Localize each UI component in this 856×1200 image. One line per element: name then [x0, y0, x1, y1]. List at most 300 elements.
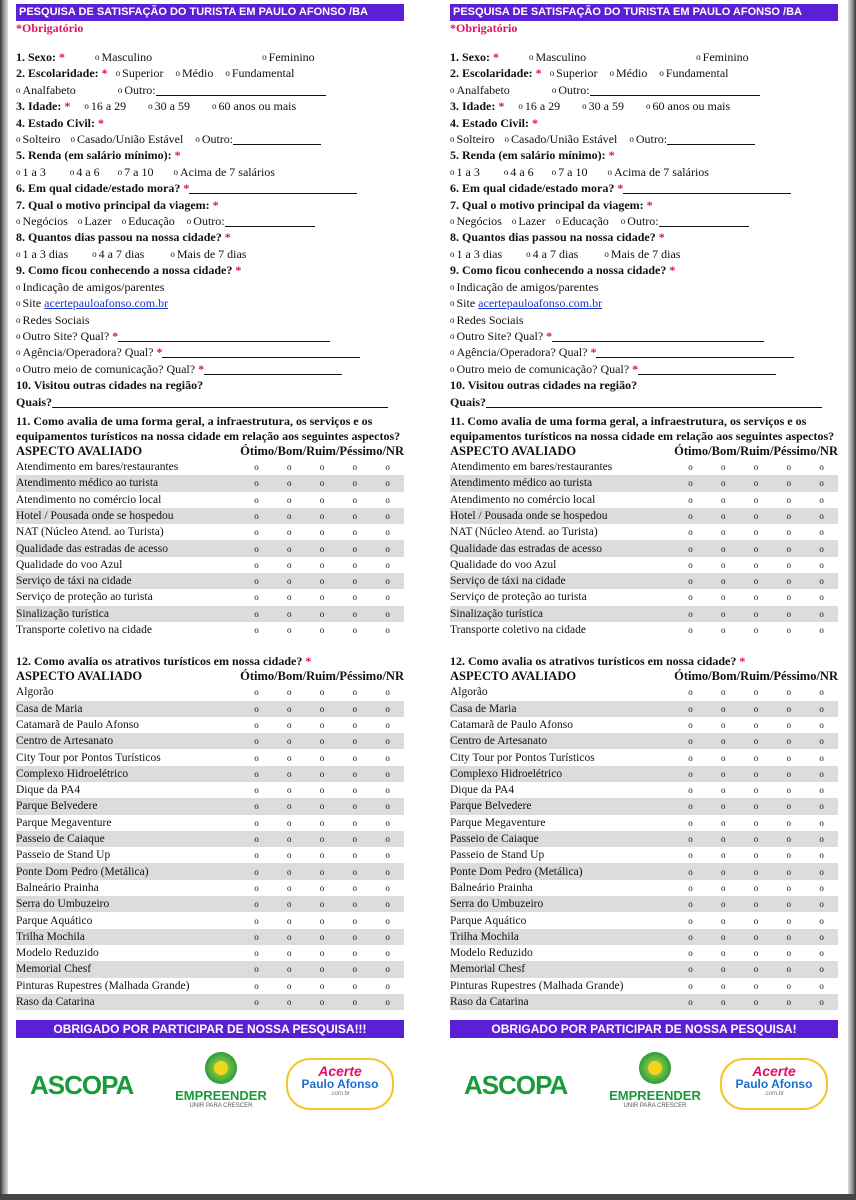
rating-radio-icon[interactable]: o	[772, 961, 805, 977]
rating-radio-icon[interactable]: o	[273, 475, 306, 491]
rating-radio-icon[interactable]: o	[753, 752, 759, 763]
option-analfabeto[interactable]	[16, 83, 76, 97]
rating-radio-icon[interactable]: o	[385, 915, 390, 926]
option-site[interactable]	[16, 296, 168, 310]
option-indicacao[interactable]	[450, 280, 598, 294]
radio-icon[interactable]: o	[551, 166, 557, 177]
radio-icon[interactable]: o	[609, 68, 614, 79]
rating-radio-icon[interactable]: o	[306, 831, 339, 847]
rating-radio-icon[interactable]: o	[707, 733, 740, 749]
option-outro[interactable]	[552, 83, 590, 97]
rating-radio-icon[interactable]: o	[707, 929, 740, 945]
option-educacao[interactable]	[556, 214, 609, 228]
rating-radio-icon[interactable]: o	[385, 687, 390, 698]
rating-radio-icon[interactable]: o	[674, 733, 707, 749]
rating-radio-icon[interactable]: o	[740, 606, 773, 622]
rating-radio-icon[interactable]: o	[352, 687, 358, 698]
radio-icon[interactable]: o	[629, 134, 634, 145]
rating-radio-icon[interactable]: o	[753, 850, 759, 861]
rating-radio-icon[interactable]: o	[721, 527, 726, 538]
option-outro-motivo[interactable]	[621, 214, 659, 228]
rating-radio-icon[interactable]: o	[319, 785, 325, 796]
rating-radio-icon[interactable]: o	[352, 850, 358, 861]
rating-radio-icon[interactable]: o	[385, 817, 390, 828]
rating-radio-icon[interactable]: o	[674, 606, 707, 622]
rating-radio-icon[interactable]: o	[674, 766, 707, 782]
option-outro-meio[interactable]	[450, 362, 629, 376]
option-feminino[interactable]	[696, 50, 749, 64]
rating-radio-icon[interactable]: o	[707, 606, 740, 622]
rating-radio-icon[interactable]: o	[674, 831, 707, 847]
option-60-plus[interactable]	[212, 99, 296, 113]
rating-radio-icon[interactable]: o	[371, 766, 404, 782]
radio-icon[interactable]: o	[16, 166, 21, 177]
rating-radio-icon[interactable]: o	[805, 831, 838, 847]
rating-radio-icon[interactable]: o	[674, 540, 707, 556]
radio-icon[interactable]: o	[450, 216, 455, 227]
rating-radio-icon[interactable]: o	[306, 606, 339, 622]
rating-radio-icon[interactable]: o	[371, 540, 404, 556]
rating-radio-icon[interactable]: o	[721, 625, 726, 636]
rating-radio-icon[interactable]: o	[805, 475, 838, 491]
rating-radio-icon[interactable]: o	[287, 817, 292, 828]
rating-radio-icon[interactable]: o	[740, 831, 773, 847]
rating-radio-icon[interactable]: o	[240, 863, 273, 879]
rating-radio-icon[interactable]: o	[688, 882, 693, 893]
option-outro-motivo[interactable]	[187, 214, 225, 228]
radio-icon[interactable]: o	[170, 248, 175, 259]
rating-radio-icon[interactable]: o	[287, 527, 292, 538]
option-4-7-dias[interactable]	[526, 247, 578, 261]
rating-radio-icon[interactable]: o	[819, 882, 824, 893]
rating-radio-icon[interactable]: o	[338, 961, 371, 977]
rating-radio-icon[interactable]: o	[707, 994, 740, 1010]
rating-radio-icon[interactable]: o	[240, 701, 273, 717]
radio-icon[interactable]: o	[582, 101, 587, 112]
other-civil-field[interactable]	[667, 133, 755, 145]
rating-radio-icon[interactable]: o	[240, 798, 273, 814]
rating-radio-icon[interactable]: o	[819, 687, 824, 698]
option-renda-1-3[interactable]	[450, 165, 480, 179]
rating-radio-icon[interactable]: o	[772, 994, 805, 1010]
rating-radio-icon[interactable]: o	[273, 733, 306, 749]
option-superior[interactable]	[550, 66, 598, 80]
rating-radio-icon[interactable]: o	[319, 850, 325, 861]
rating-radio-icon[interactable]: o	[273, 573, 306, 589]
rating-radio-icon[interactable]: o	[287, 592, 292, 603]
radio-icon[interactable]: o	[16, 248, 21, 259]
rating-radio-icon[interactable]: o	[805, 994, 838, 1010]
option-renda-4-6[interactable]	[70, 165, 100, 179]
rating-radio-icon[interactable]: o	[740, 540, 773, 556]
rating-radio-icon[interactable]: o	[819, 559, 824, 570]
radio-icon[interactable]: o	[450, 134, 455, 145]
rating-radio-icon[interactable]: o	[273, 929, 306, 945]
rating-radio-icon[interactable]: o	[273, 701, 306, 717]
other-education-field[interactable]	[590, 84, 760, 96]
radio-icon[interactable]: o	[450, 298, 455, 309]
rating-radio-icon[interactable]: o	[319, 625, 325, 636]
option-16-29[interactable]	[518, 99, 560, 113]
rating-radio-icon[interactable]: o	[338, 573, 371, 589]
rating-radio-icon[interactable]: o	[772, 798, 805, 814]
rating-radio-icon[interactable]: o	[688, 592, 693, 603]
rating-radio-icon[interactable]: o	[805, 540, 838, 556]
rating-radio-icon[interactable]: o	[319, 948, 325, 959]
rating-radio-icon[interactable]: o	[352, 559, 358, 570]
rating-radio-icon[interactable]: o	[819, 625, 824, 636]
rating-radio-icon[interactable]: o	[306, 863, 339, 879]
rating-radio-icon[interactable]: o	[819, 948, 824, 959]
rating-radio-icon[interactable]: o	[371, 508, 404, 524]
rating-radio-icon[interactable]: o	[786, 785, 792, 796]
option-1-3-dias[interactable]	[450, 247, 502, 261]
rating-radio-icon[interactable]: o	[786, 494, 792, 505]
rating-radio-icon[interactable]: o	[786, 719, 792, 730]
rating-radio-icon[interactable]: o	[319, 494, 325, 505]
option-mais-7-dias[interactable]	[170, 247, 246, 261]
rating-radio-icon[interactable]: o	[721, 785, 726, 796]
rating-radio-icon[interactable]: o	[287, 948, 292, 959]
rating-radio-icon[interactable]: o	[273, 863, 306, 879]
rating-radio-icon[interactable]: o	[352, 915, 358, 926]
rating-radio-icon[interactable]: o	[753, 915, 759, 926]
rating-radio-icon[interactable]: o	[721, 980, 726, 991]
rating-radio-icon[interactable]: o	[306, 896, 339, 912]
rating-radio-icon[interactable]: o	[772, 475, 805, 491]
rating-radio-icon[interactable]: o	[385, 785, 390, 796]
rating-radio-icon[interactable]: o	[240, 606, 273, 622]
rating-radio-icon[interactable]: o	[688, 719, 693, 730]
radio-icon[interactable]: o	[16, 330, 21, 341]
option-masculino[interactable]	[529, 50, 586, 64]
rating-radio-icon[interactable]: o	[786, 527, 792, 538]
rating-radio-icon[interactable]: o	[371, 475, 404, 491]
option-redes-sociais[interactable]	[16, 313, 90, 327]
rating-radio-icon[interactable]: o	[688, 687, 693, 698]
rating-radio-icon[interactable]: o	[338, 606, 371, 622]
rating-radio-icon[interactable]: o	[338, 733, 371, 749]
other-civil-field[interactable]	[233, 133, 321, 145]
option-outro-civil[interactable]	[195, 132, 233, 146]
rating-radio-icon[interactable]: o	[352, 527, 358, 538]
rating-radio-icon[interactable]: o	[740, 863, 773, 879]
rating-radio-icon[interactable]: o	[786, 817, 792, 828]
rating-radio-icon[interactable]: o	[753, 494, 759, 505]
radio-icon[interactable]: o	[70, 134, 75, 145]
rating-radio-icon[interactable]: o	[674, 994, 707, 1010]
rating-radio-icon[interactable]: o	[352, 462, 358, 473]
option-mais-7-dias[interactable]	[604, 247, 680, 261]
rating-radio-icon[interactable]: o	[819, 719, 824, 730]
rating-radio-icon[interactable]: o	[371, 573, 404, 589]
option-fundamental[interactable]	[225, 66, 294, 80]
rating-radio-icon[interactable]: o	[740, 475, 773, 491]
rating-radio-icon[interactable]: o	[819, 980, 824, 991]
other-site-field[interactable]	[118, 330, 330, 342]
rating-radio-icon[interactable]: o	[688, 850, 693, 861]
rating-radio-icon[interactable]: o	[786, 687, 792, 698]
rating-radio-icon[interactable]: o	[240, 896, 273, 912]
rating-radio-icon[interactable]: o	[319, 980, 325, 991]
rating-radio-icon[interactable]: o	[306, 733, 339, 749]
option-redes-sociais[interactable]	[450, 313, 524, 327]
rating-radio-icon[interactable]: o	[707, 831, 740, 847]
rating-radio-icon[interactable]: o	[805, 766, 838, 782]
option-renda-7-10[interactable]	[118, 165, 154, 179]
radio-icon[interactable]: o	[16, 363, 21, 374]
rating-radio-icon[interactable]: o	[240, 929, 273, 945]
rating-radio-icon[interactable]: o	[805, 733, 838, 749]
option-agencia[interactable]	[16, 345, 153, 359]
rating-radio-icon[interactable]: o	[319, 462, 325, 473]
rating-radio-icon[interactable]: o	[254, 882, 259, 893]
agency-field[interactable]	[162, 346, 360, 358]
radio-icon[interactable]: o	[84, 101, 89, 112]
rating-radio-icon[interactable]: o	[240, 508, 273, 524]
rating-radio-icon[interactable]: o	[254, 687, 259, 698]
rating-radio-icon[interactable]: o	[287, 882, 292, 893]
option-negocios[interactable]	[16, 214, 68, 228]
radio-icon[interactable]: o	[450, 347, 455, 358]
rating-radio-icon[interactable]: o	[273, 961, 306, 977]
option-renda-1-3[interactable]	[16, 165, 46, 179]
radio-icon[interactable]: o	[450, 166, 455, 177]
rating-radio-icon[interactable]: o	[753, 948, 759, 959]
rating-radio-icon[interactable]: o	[306, 994, 339, 1010]
option-renda-acima[interactable]	[607, 165, 708, 179]
rating-radio-icon[interactable]: o	[688, 752, 693, 763]
rating-radio-icon[interactable]: o	[805, 701, 838, 717]
rating-radio-icon[interactable]: o	[688, 527, 693, 538]
rating-radio-icon[interactable]: o	[740, 994, 773, 1010]
rating-radio-icon[interactable]: o	[740, 573, 773, 589]
rating-radio-icon[interactable]: o	[786, 980, 792, 991]
rating-radio-icon[interactable]: o	[721, 719, 726, 730]
rating-radio-icon[interactable]: o	[674, 798, 707, 814]
rating-radio-icon[interactable]: o	[772, 508, 805, 524]
rating-radio-icon[interactable]: o	[338, 508, 371, 524]
rating-radio-icon[interactable]: o	[273, 831, 306, 847]
rating-radio-icon[interactable]: o	[338, 475, 371, 491]
rating-radio-icon[interactable]: o	[240, 961, 273, 977]
radio-icon[interactable]: o	[529, 52, 534, 62]
rating-radio-icon[interactable]: o	[352, 882, 358, 893]
rating-radio-icon[interactable]: o	[287, 752, 292, 763]
rating-radio-icon[interactable]: o	[753, 719, 759, 730]
radio-icon[interactable]: o	[503, 166, 509, 177]
other-education-field[interactable]	[156, 84, 326, 96]
option-casado[interactable]	[71, 132, 184, 146]
rating-radio-icon[interactable]: o	[371, 733, 404, 749]
city-state-field[interactable]	[623, 182, 791, 194]
rating-radio-icon[interactable]: o	[688, 559, 693, 570]
rating-radio-icon[interactable]: o	[721, 850, 726, 861]
rating-radio-icon[interactable]: o	[240, 573, 273, 589]
rating-radio-icon[interactable]: o	[819, 752, 824, 763]
rating-radio-icon[interactable]: o	[352, 752, 358, 763]
radio-icon[interactable]: o	[117, 166, 123, 177]
option-renda-7-10[interactable]	[552, 165, 588, 179]
other-site-field[interactable]	[552, 330, 764, 342]
option-agencia[interactable]	[450, 345, 587, 359]
option-lazer[interactable]	[78, 214, 112, 228]
rating-radio-icon[interactable]: o	[786, 592, 792, 603]
rating-radio-icon[interactable]: o	[753, 625, 759, 636]
rating-radio-icon[interactable]: o	[819, 785, 824, 796]
rating-radio-icon[interactable]: o	[338, 831, 371, 847]
radio-icon[interactable]: o	[16, 347, 21, 358]
rating-radio-icon[interactable]: o	[772, 573, 805, 589]
option-lazer[interactable]	[512, 214, 546, 228]
rating-radio-icon[interactable]: o	[287, 687, 292, 698]
rating-radio-icon[interactable]: o	[721, 817, 726, 828]
rating-radio-icon[interactable]: o	[338, 929, 371, 945]
rating-radio-icon[interactable]: o	[240, 766, 273, 782]
rating-radio-icon[interactable]: o	[306, 929, 339, 945]
rating-radio-icon[interactable]: o	[306, 798, 339, 814]
rating-radio-icon[interactable]: o	[254, 719, 259, 730]
rating-radio-icon[interactable]: o	[688, 915, 693, 926]
other-media-field[interactable]	[638, 363, 776, 375]
agency-field[interactable]	[596, 346, 794, 358]
rating-radio-icon[interactable]: o	[385, 494, 390, 505]
rating-radio-icon[interactable]: o	[338, 896, 371, 912]
rating-radio-icon[interactable]: o	[674, 929, 707, 945]
rating-radio-icon[interactable]: o	[352, 817, 358, 828]
rating-radio-icon[interactable]: o	[273, 766, 306, 782]
rating-radio-icon[interactable]: o	[721, 948, 726, 959]
rating-radio-icon[interactable]: o	[385, 527, 390, 538]
rating-radio-icon[interactable]: o	[240, 475, 273, 491]
rating-radio-icon[interactable]: o	[786, 625, 792, 636]
rating-radio-icon[interactable]: o	[772, 896, 805, 912]
radio-icon[interactable]: o	[16, 216, 21, 227]
option-masculino[interactable]	[95, 50, 152, 64]
rating-radio-icon[interactable]: o	[707, 766, 740, 782]
rating-radio-icon[interactable]: o	[740, 701, 773, 717]
rating-radio-icon[interactable]: o	[352, 719, 358, 730]
radio-icon[interactable]: o	[16, 298, 21, 309]
rating-radio-icon[interactable]: o	[674, 475, 707, 491]
rating-radio-icon[interactable]: o	[287, 559, 292, 570]
rating-radio-icon[interactable]: o	[805, 508, 838, 524]
option-solteiro[interactable]	[450, 132, 495, 146]
rating-radio-icon[interactable]: o	[753, 462, 759, 473]
rating-radio-icon[interactable]: o	[273, 540, 306, 556]
rating-radio-icon[interactable]: o	[385, 752, 390, 763]
radio-icon[interactable]: o	[607, 166, 612, 177]
rating-radio-icon[interactable]: o	[319, 719, 325, 730]
rating-radio-icon[interactable]: o	[287, 850, 292, 861]
rating-radio-icon[interactable]: o	[385, 559, 390, 570]
rating-radio-icon[interactable]: o	[306, 540, 339, 556]
radio-icon[interactable]: o	[173, 166, 178, 177]
rating-radio-icon[interactable]: o	[740, 961, 773, 977]
rating-radio-icon[interactable]: o	[254, 592, 259, 603]
rating-radio-icon[interactable]: o	[688, 462, 693, 473]
radio-icon[interactable]: o	[620, 216, 626, 227]
rating-radio-icon[interactable]: o	[371, 831, 404, 847]
rating-radio-icon[interactable]: o	[319, 752, 325, 763]
rating-radio-icon[interactable]: o	[674, 573, 707, 589]
rating-radio-icon[interactable]: o	[721, 592, 726, 603]
rating-radio-icon[interactable]: o	[385, 850, 390, 861]
rating-radio-icon[interactable]: o	[740, 896, 773, 912]
rating-radio-icon[interactable]: o	[772, 606, 805, 622]
rating-radio-icon[interactable]: o	[688, 494, 693, 505]
rating-radio-icon[interactable]: o	[805, 798, 838, 814]
other-cities-field[interactable]	[486, 396, 822, 408]
radio-icon[interactable]: o	[16, 84, 21, 95]
rating-radio-icon[interactable]: o	[688, 625, 693, 636]
rating-radio-icon[interactable]: o	[707, 863, 740, 879]
site-link[interactable]: acertepauloafonso.com.br	[44, 296, 169, 311]
rating-radio-icon[interactable]: o	[819, 462, 824, 473]
radio-icon[interactable]: o	[186, 216, 192, 227]
radio-icon[interactable]: o	[696, 52, 701, 62]
rating-radio-icon[interactable]: o	[786, 882, 792, 893]
rating-radio-icon[interactable]: o	[306, 701, 339, 717]
rating-radio-icon[interactable]: o	[805, 606, 838, 622]
radio-icon[interactable]: o	[555, 216, 561, 227]
rating-radio-icon[interactable]: o	[674, 863, 707, 879]
rating-radio-icon[interactable]: o	[707, 540, 740, 556]
option-60-plus[interactable]	[646, 99, 730, 113]
option-casado[interactable]	[505, 132, 618, 146]
rating-radio-icon[interactable]: o	[254, 915, 259, 926]
rating-radio-icon[interactable]: o	[273, 798, 306, 814]
option-superior[interactable]	[116, 66, 164, 80]
rating-radio-icon[interactable]: o	[287, 980, 292, 991]
rating-radio-icon[interactable]: o	[721, 687, 726, 698]
rating-radio-icon[interactable]: o	[338, 994, 371, 1010]
radio-icon[interactable]: o	[16, 281, 21, 292]
rating-radio-icon[interactable]: o	[721, 752, 726, 763]
option-16-29[interactable]	[84, 99, 126, 113]
radio-icon[interactable]: o	[450, 314, 455, 325]
radio-icon[interactable]: o	[659, 68, 664, 79]
rating-radio-icon[interactable]: o	[805, 961, 838, 977]
rating-radio-icon[interactable]: o	[287, 625, 292, 636]
rating-radio-icon[interactable]: o	[352, 948, 358, 959]
rating-radio-icon[interactable]: o	[707, 961, 740, 977]
radio-icon[interactable]: o	[148, 101, 153, 112]
rating-radio-icon[interactable]: o	[319, 559, 325, 570]
rating-radio-icon[interactable]: o	[352, 980, 358, 991]
option-solteiro[interactable]	[16, 132, 61, 146]
rating-radio-icon[interactable]: o	[371, 896, 404, 912]
option-educacao[interactable]	[122, 214, 175, 228]
rating-radio-icon[interactable]: o	[306, 961, 339, 977]
rating-radio-icon[interactable]: o	[287, 719, 292, 730]
rating-radio-icon[interactable]: o	[707, 798, 740, 814]
option-renda-4-6[interactable]	[504, 165, 534, 179]
rating-radio-icon[interactable]: o	[371, 994, 404, 1010]
rating-radio-icon[interactable]: o	[753, 592, 759, 603]
rating-radio-icon[interactable]: o	[385, 948, 390, 959]
rating-radio-icon[interactable]: o	[740, 766, 773, 782]
rating-radio-icon[interactable]: o	[772, 701, 805, 717]
rating-radio-icon[interactable]: o	[273, 994, 306, 1010]
rating-radio-icon[interactable]: o	[254, 850, 259, 861]
radio-icon[interactable]: o	[175, 68, 180, 79]
option-negocios[interactable]	[450, 214, 502, 228]
rating-radio-icon[interactable]: o	[805, 573, 838, 589]
rating-radio-icon[interactable]: o	[240, 540, 273, 556]
rating-radio-icon[interactable]: o	[240, 831, 273, 847]
rating-radio-icon[interactable]: o	[254, 625, 259, 636]
